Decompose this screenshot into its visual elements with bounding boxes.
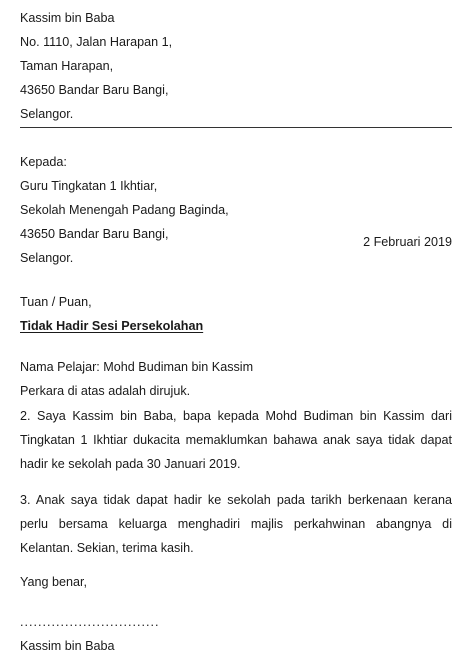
signature-line: ............................... (20, 615, 160, 629)
paragraph-line: Tingkatan 1 Ikhtiar dukacita memaklumkan bahawa anak saya tidak dapat (20, 433, 452, 447)
header-divider (20, 127, 452, 128)
paragraph-3 (20, 488, 452, 560)
recipient-line: 43650 Bandar Baru Bangi, (20, 227, 169, 241)
letter-date: 2 Februari 2019 (363, 235, 452, 249)
paragraph-line: Kelantan. Sekian, terima kasih. (20, 541, 194, 555)
sender-name: Kassim bin Baba (20, 11, 115, 25)
signer-name: Kassim bin Baba (20, 639, 115, 653)
sender-address-line: 43650 Bandar Baru Bangi, (20, 83, 169, 97)
salutation-block (20, 290, 452, 338)
salutation: Tuan / Puan, (20, 295, 92, 309)
paragraph-line: hadir ke sekolah pada 30 Januari 2019. (20, 457, 241, 471)
recipient-line: Guru Tingkatan 1 Ikhtiar, (20, 179, 158, 193)
signature-block (20, 610, 452, 658)
reference-block (20, 355, 452, 403)
recipient-line: Sekolah Menengah Padang Baginda, (20, 203, 229, 217)
sender-address-line: No. 1110, Jalan Harapan 1, (20, 35, 173, 49)
closing-block (20, 570, 452, 594)
recipient-label: Kepada: (20, 155, 67, 169)
student-name-line: Nama Pelajar: Mohd Budiman bin Kassim (20, 360, 254, 374)
subject-heading: Tidak Hadir Sesi Persekolahan (20, 319, 204, 333)
closing: Yang benar, (20, 575, 87, 589)
sender-address-line: Taman Harapan, (20, 59, 114, 73)
recipient-line: Selangor. (20, 251, 74, 265)
referred-line: Perkara di atas adalah dirujuk. (20, 384, 191, 398)
sender-address-line: Selangor. (20, 107, 74, 121)
paragraph-line: perlu bersama keluarga menghadiri majlis perkahwinan abangnya di (20, 517, 452, 531)
sender-address (20, 6, 452, 126)
paragraph-line: 2. Saya Kassim bin Baba, bapa kepada Mohd Budiman bin Kassim dari (20, 409, 452, 423)
paragraph-2 (20, 404, 452, 476)
paragraph-line: 3. Anak saya tidak dapat hadir ke sekolah pada tarikh berkenaan kerana (20, 493, 452, 507)
